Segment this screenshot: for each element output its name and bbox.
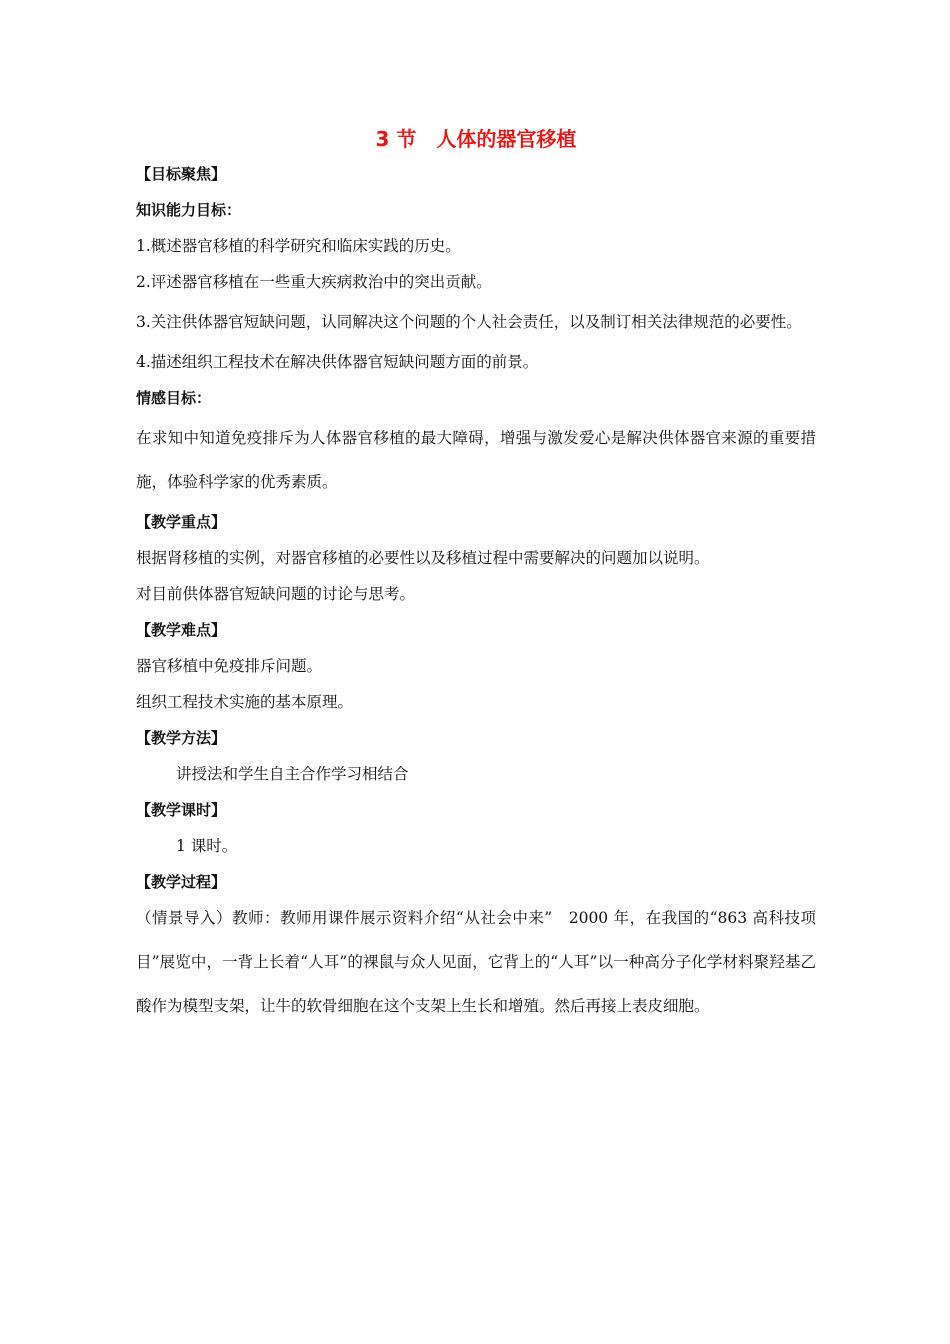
emotion-goal-heading: 情感目标： xyxy=(136,389,212,407)
difficulties-heading: 【教学难点】 xyxy=(136,621,227,639)
knowledge-ability-heading: 知识能力目标： xyxy=(136,201,242,219)
hours-text: 1 课时。 xyxy=(176,837,238,855)
methods-heading: 【教学方法】 xyxy=(136,729,227,747)
hours-heading: 【教学课时】 xyxy=(136,801,227,819)
document-title: 3 节 人体的器官移植 xyxy=(375,127,577,151)
knowledge-item-3: 3.关注供体器官短缺问题，认同解决这个问题的个人社会责任，以及制订相关法律规范的必要性。 xyxy=(136,313,802,331)
knowledge-item-1: 1.概述器官移植的科学研究和临床实践的历史。 xyxy=(136,237,461,255)
key-point-item-1: 根据肾移植的实例，对器官移植的必要性以及移植过程中需要解决的问题加以说明。 xyxy=(136,549,710,567)
emotion-goal-text: 在求知中知道免疫排斥为人体器官移植的最大障碍，增强与激发爱心是解决供体器官来源的重要措施，体验科学家的优秀素质。 xyxy=(136,429,816,491)
process-text: （情景导入）教师：教师用课件展示资料介绍“从社会中来” 2000 年，在我国的“863 高科技项目”展览中，一背上长着“人耳”的裸鼠与众人见面，它背上的“人耳”以一种高分子化学材料聚羟基乙酸作为模型支架，让牛的软骨细胞在这个支架上生长和增殖。然后再接上表皮细胞。 xyxy=(136,909,816,1015)
difficulty-item-1: 器官移植中免疫排斥问题。 xyxy=(136,657,323,675)
key-points-heading: 【教学重点】 xyxy=(136,513,227,531)
knowledge-item-4: 4.描述组织工程技术在解决供体器官短缺问题方面的前景。 xyxy=(136,353,539,371)
knowledge-item-2: 2.评述器官移植在一些重大疾病救治中的突出贡献。 xyxy=(136,273,492,291)
process-heading: 【教学过程】 xyxy=(136,873,227,891)
difficulty-item-2: 组织工程技术实施的基本原理。 xyxy=(136,693,354,711)
key-point-item-2: 对目前供体器官短缺问题的讨论与思考。 xyxy=(136,585,416,603)
document-content xyxy=(136,122,816,1028)
methods-text: 讲授法和学生自主合作学习相结合 xyxy=(176,765,409,783)
goal-focus-heading: 【目标聚焦】 xyxy=(136,165,227,183)
